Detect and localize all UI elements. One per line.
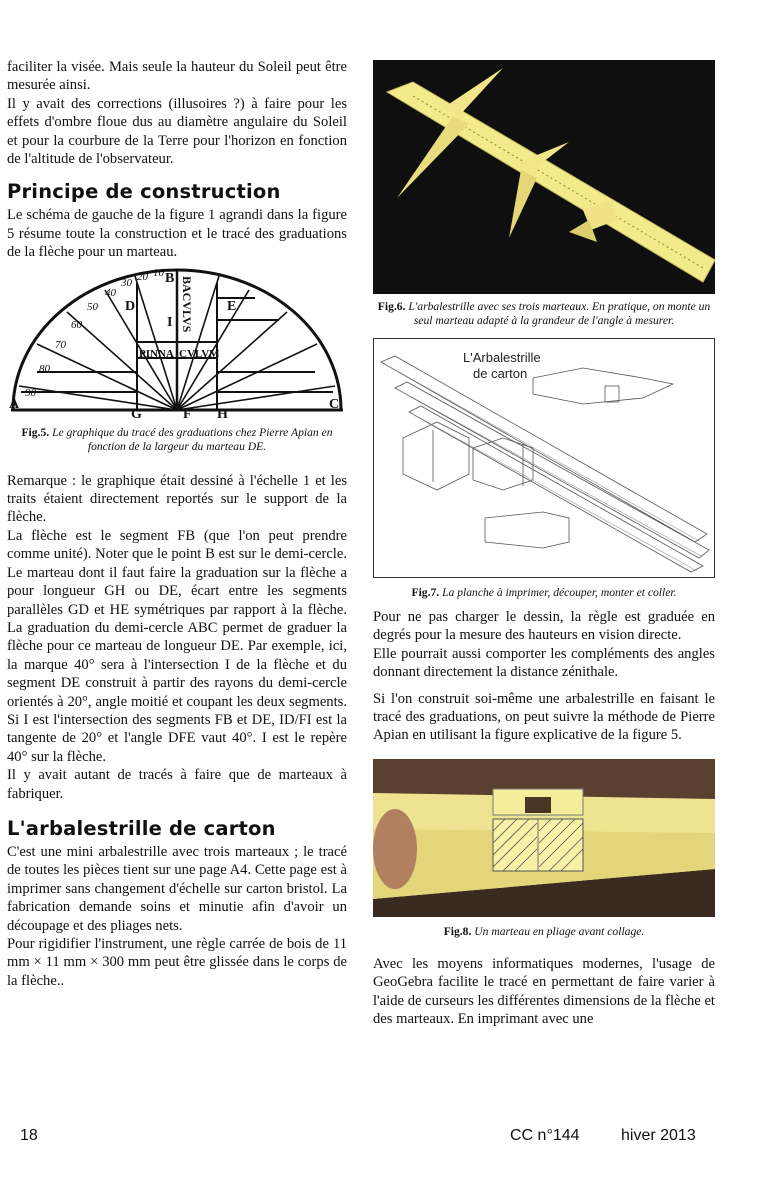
paragraph-schema: Le schéma de gauche de la figure 1 agrandi dans la figure 5 résume toute la construction et le tracé des graduations de la flèche pour un marteau.: [7, 207, 347, 261]
figure-8-caption: [373, 925, 715, 939]
tick-60: 60: [71, 318, 82, 331]
figure-7-number: Fig.7.: [411, 586, 440, 599]
figure-6-number: Fig.6.: [377, 300, 406, 313]
label-A: A: [9, 396, 20, 412]
right-column: [373, 60, 715, 1028]
paragraph-corrections: Il y avait des corrections (illusoires ?) à faire pour les effets d'ombre floue dus au diamètre angulaire du Soleil et pour la courbure de la Terre pour l'horizon en fonction de l'altitude de l'observateur.: [7, 95, 347, 168]
cutout-sheet: [373, 338, 715, 578]
sheet-title-2: de carton: [473, 366, 528, 381]
figure-7: [373, 338, 715, 600]
figure-7-text: La planche à imprimer, découper, monter et coller.: [442, 586, 677, 599]
label-D: D: [125, 298, 136, 314]
label-E: E: [227, 298, 237, 314]
paragraph-mini: C'est une mini arbalestrille avec trois marteaux ; le tracé de toutes les pièces tient sur une page A4. Cette page est à imprimer sans changement d'échelle sur carton bristol. La fabrication demande soins et minutie afin d'avoir un découpage et des pliages nets.: [7, 843, 347, 934]
paragraph-fleche: La flèche est le segment FB (que l'on peut prendre comme unité). Noter que le point B est sur le demi-cercle. Le marteau dont il faut faire la graduation sur la flèche a pour longueur GH ou DE, écart entre les segments parallèles GD et HE symétriques par rapport à la flèche. La graduation du demi-cercle ABC permet de graduer la flèche pour ce marteau de longueur DE. Par exemple, ici, la marque 40° sera à l'intersection I de la flèche et du segment DE construit à partir des rayons du demi-cercle orientés à 20°, angle moitié et coupant les deux segments. Si I est l'intersection des segments FB et DE, ID/FI est la tangente de 20° et l'angle DFE vaut 40°. I est le repère 40° sur la flèche.: [7, 527, 347, 765]
label-F: F: [183, 406, 192, 420]
figure-5-caption: [15, 426, 339, 454]
paragraph-complements: Elle pourrait aussi comporter les compléments des angles donnant directement la distance zénithale.: [373, 645, 715, 681]
paragraph-autant: Il y avait autant de tracés à faire que de marteaux à fabriquer.: [7, 767, 347, 802]
label-H: H: [217, 406, 228, 420]
heading-principe: Principe de construction: [7, 180, 281, 204]
sheet-title-1: L'Arbalestrille: [463, 350, 541, 365]
paragraph-remarque: Remarque : le graphique était dessiné à l'échelle 1 et les traits étaient directement reportés sur le support de la flèche.: [7, 472, 347, 526]
tick-90: 90: [25, 386, 36, 399]
figure-8-text: Un marteau en pliage avant collage.: [474, 924, 645, 938]
arbalestrille-photo: [373, 60, 715, 294]
tick-40: 40: [105, 286, 116, 299]
paragraph-charger: Pour ne pas charger le dessin, la règle est graduée en degrés pour la mesure des hauteurs en vision directe.: [373, 609, 715, 644]
tick-30: 30: [121, 276, 132, 289]
figure-5: [7, 268, 347, 454]
left-column: [7, 58, 347, 990]
tick-20: 20: [137, 270, 148, 283]
culum-label: CVLVM: [179, 347, 220, 360]
tick-50: 50: [87, 300, 98, 313]
paragraph-construit: Si l'on construit soi-même une arbalestrille en faisant le tracé des graduations, on peut suivre la méthode de Pierre Apian en utilisant la figure explicative de la figure 5.: [373, 690, 715, 744]
figure-5-text: Le graphique du tracé des graduations chez Pierre Apian en fonction de la largeur du marteau DE.: [52, 425, 333, 453]
tick-70: 70: [55, 338, 66, 351]
figure-8-number: Fig.8.: [443, 924, 472, 938]
journal-season: hiver 2013: [621, 1127, 696, 1144]
tick-80: 80: [39, 362, 50, 375]
paragraph-intro: faciliter la visée. Mais seule la hauteur du Soleil peut être mesurée ainsi.: [7, 59, 347, 94]
label-B: B: [165, 270, 175, 286]
journal-issue: CC n°144: [510, 1127, 580, 1144]
heading-carton: L'arbalestrille de carton: [7, 816, 276, 840]
label-I: I: [167, 314, 173, 330]
baculus-label: BACVLVS: [180, 275, 194, 332]
label-G: G: [131, 406, 142, 420]
tick-10: 10: [153, 267, 164, 279]
figure-8: [373, 759, 715, 939]
figure-6: [373, 60, 715, 328]
figure-7-caption: [373, 586, 715, 600]
apian-diagram: [7, 268, 347, 420]
figure-5-number: Fig.5.: [21, 425, 50, 439]
figure-6-caption: [373, 300, 715, 328]
paragraph-rigidifier: Pour rigidifier l'instrument, une règle carrée de bois de 11 mm × 11 mm × 300 mm peut être glissée dans le corps de la flèche..: [7, 936, 347, 989]
page-number: 18: [20, 1127, 38, 1144]
marteau-photo: [373, 759, 715, 917]
figure-6-text: L'arbalestrille avec ses trois marteaux. En pratique, on monte un seul marteau adapté à la grandeur de l'angle à mesurer.: [408, 300, 711, 327]
label-C: C: [329, 396, 340, 412]
paragraph-geogebra: Avec les moyens informatiques modernes, l'usage de GeoGebra facilite le tracé en permettant de faire varier à l'aide de curseurs les différentes dimensions de la flèche et des marteaux. En imprimant avec une: [373, 955, 715, 1028]
pinna-label: PINNA: [139, 347, 174, 360]
